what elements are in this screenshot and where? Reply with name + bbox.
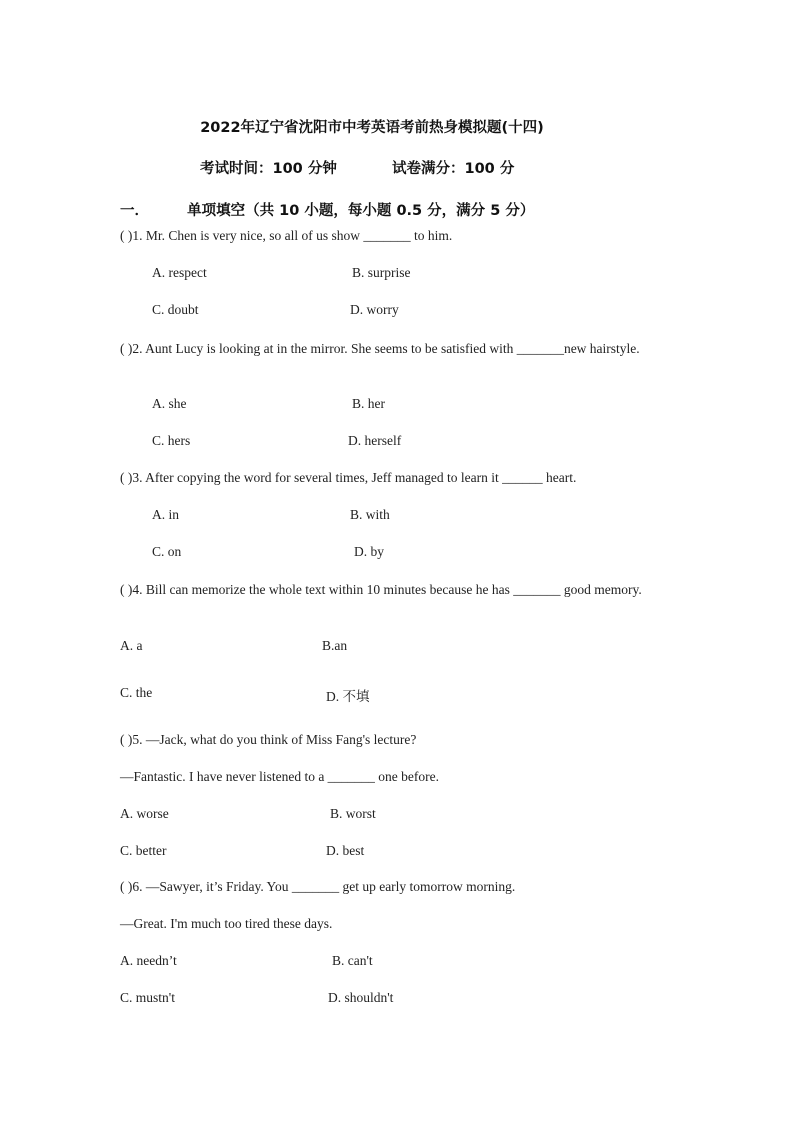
document-title: 2022年辽宁省沈阳市中考英语考前热身模拟题(十四) bbox=[200, 120, 544, 136]
question-6-option-a: A. needn’t bbox=[120, 953, 177, 968]
section-heading bbox=[120, 199, 534, 220]
question-5-stem: ( )5. —Jack, what do you think of Miss Fang's lecture? bbox=[120, 732, 417, 747]
question-2-option-b: B. her bbox=[352, 396, 385, 411]
question-4-stem: ( )4. Bill can memorize the whole text within 10 minutes because he has _______ good memory. bbox=[120, 582, 642, 597]
question-1-option-a: A. respect bbox=[152, 265, 207, 280]
question-3-option-c: C. on bbox=[152, 544, 182, 559]
question-5-option-d: D. best bbox=[326, 843, 365, 858]
full-score: 试卷满分：100 分 bbox=[392, 161, 515, 177]
question-1-stem: ( )1. Mr. Chen is very nice, so all of us show _______ to him. bbox=[120, 228, 453, 243]
question-6-option-c: C. mustn't bbox=[120, 990, 175, 1005]
question-5-option-b: B. worst bbox=[330, 806, 376, 821]
question-1-option-d: D. worry bbox=[350, 302, 399, 317]
question-6-option-d: D. shouldn't bbox=[328, 990, 394, 1005]
question-1-option-c: C. doubt bbox=[152, 302, 199, 317]
section-number: 一． bbox=[120, 203, 149, 219]
question-4-option-b: B.an bbox=[322, 638, 348, 653]
question-2-option-d: D. herself bbox=[348, 433, 402, 448]
question-6-reply: —Great. I'm much too tired these days. bbox=[120, 916, 333, 931]
exam-time: 考试时间：100 分钟 bbox=[200, 161, 337, 177]
question-4-option-d: D. 不填 bbox=[326, 689, 370, 704]
question-3-stem: ( )3. After copying the word for several times, Jeff managed to learn it ______ heart. bbox=[120, 470, 577, 485]
question-3-option-a: A. in bbox=[152, 507, 179, 522]
question-3-option-b: B. with bbox=[350, 507, 390, 522]
question-4-option-a: A. a bbox=[120, 638, 143, 653]
question-6-stem: ( )6. —Sawyer, it’s Friday. You _______ get up early tomorrow morning. bbox=[120, 879, 516, 894]
question-5-option-a: A. worse bbox=[120, 806, 169, 821]
question-5-reply: —Fantastic. I have never listened to a _______ one before. bbox=[120, 769, 440, 784]
question-2-option-a: A. she bbox=[152, 396, 187, 411]
section-title: 单项填空（共 10 小题，每小题 0.5 分，满分 5 分） bbox=[187, 203, 535, 219]
question-5-option-c: C. better bbox=[120, 843, 167, 858]
question-6-option-b: B. can't bbox=[332, 953, 373, 968]
question-2-stem: ( )2. Aunt Lucy is looking at in the mirror. She seems to be satisfied with _______new hairstyle. bbox=[120, 341, 640, 356]
question-2-option-c: C. hers bbox=[152, 433, 191, 448]
question-3-option-d: D. by bbox=[354, 544, 384, 559]
question-1-option-b: B. surprise bbox=[352, 265, 411, 280]
question-4-option-c: C. the bbox=[120, 685, 153, 700]
